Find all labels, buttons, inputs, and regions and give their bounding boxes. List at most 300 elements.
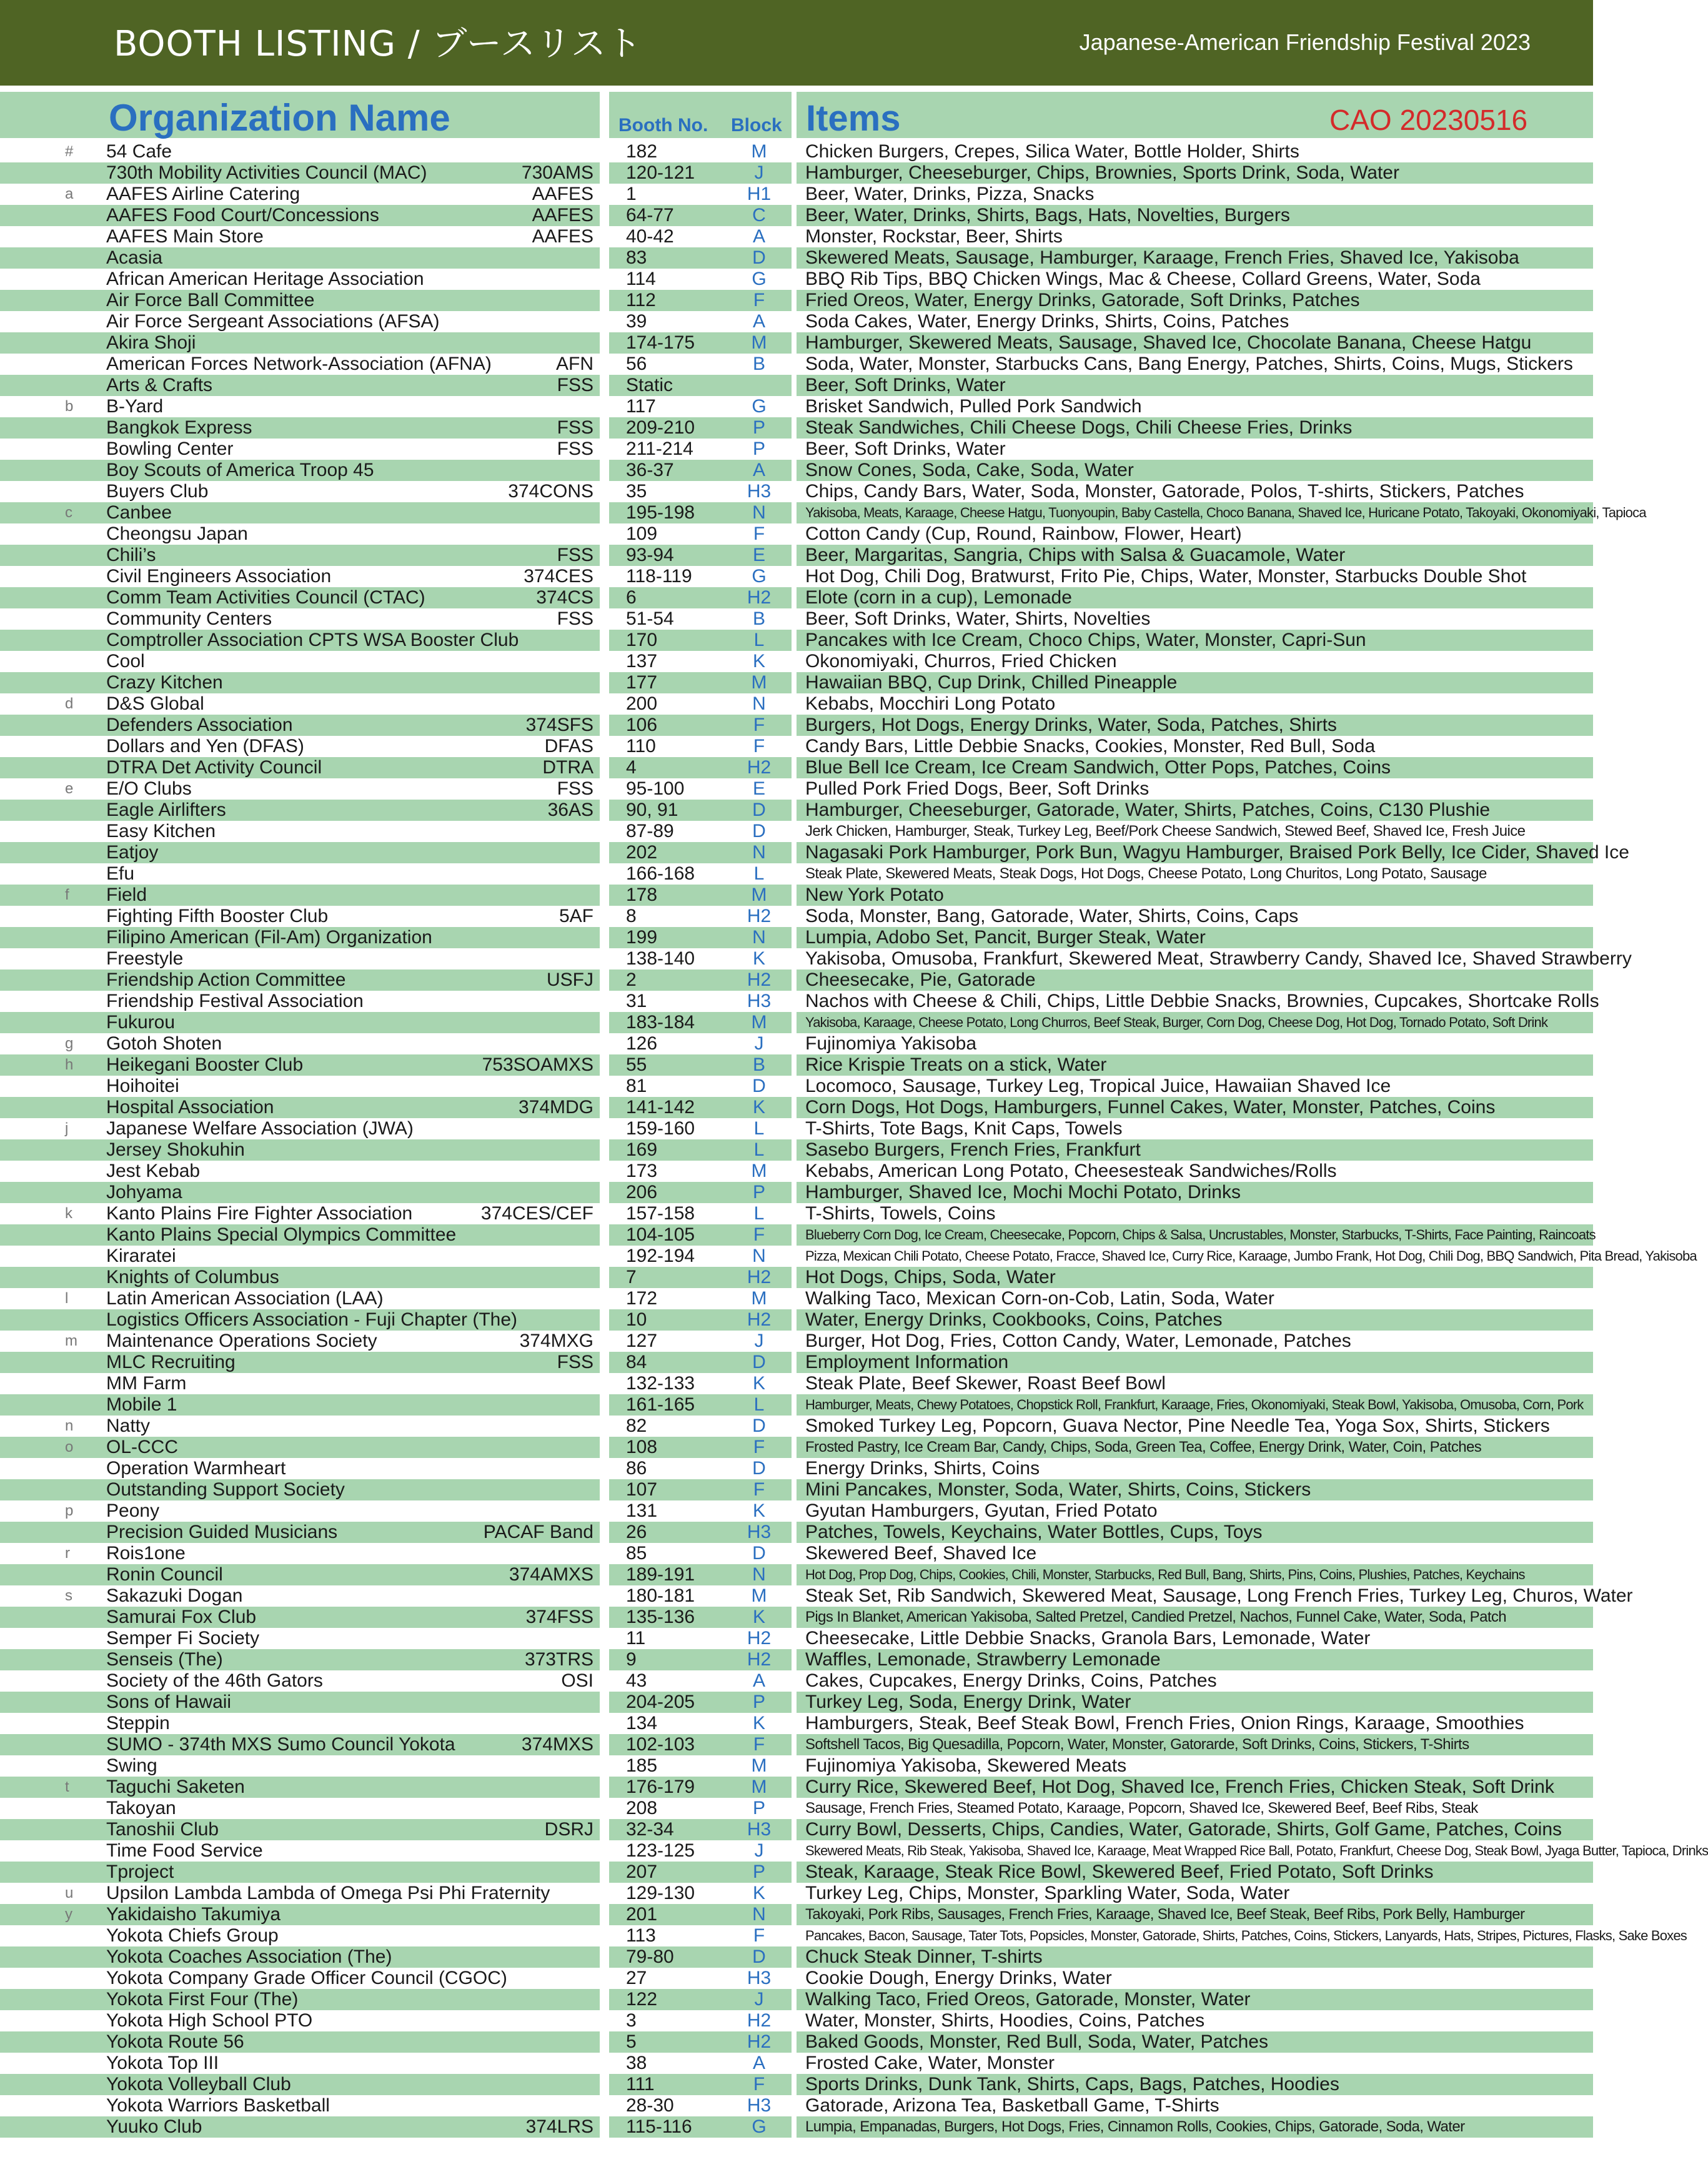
block-code: H3 bbox=[747, 1819, 772, 1840]
organization-name: Swing bbox=[106, 1755, 157, 1776]
block-code: F bbox=[753, 1734, 765, 1755]
booth-number: 38 bbox=[626, 2053, 647, 2073]
booth-number: 106 bbox=[626, 715, 658, 735]
row-band bbox=[0, 2031, 600, 2053]
items-list: Rice Krispie Treats on a stick, Water bbox=[805, 1054, 1107, 1075]
organization-name: Japanese Welfare Association (JWA) bbox=[106, 1118, 414, 1139]
table-row bbox=[0, 502, 1646, 523]
items-list: Cheesecake, Pie, Gatorade bbox=[805, 969, 1036, 990]
block-code: N bbox=[752, 1564, 766, 1585]
booth-number: 141-142 bbox=[626, 1097, 695, 1118]
table-row bbox=[0, 311, 1593, 332]
organization-name: Field bbox=[106, 885, 147, 905]
block-code: D bbox=[752, 1352, 766, 1372]
unit-abbreviation: OSI bbox=[561, 1670, 593, 1691]
booth-number: 135-136 bbox=[626, 1607, 695, 1627]
organization-name: Yokota Warriors Basketball bbox=[106, 2095, 330, 2116]
unit-abbreviation: 374CES bbox=[524, 566, 593, 587]
booth-number: 166-168 bbox=[626, 863, 695, 884]
block-code: H2 bbox=[747, 587, 772, 608]
block-code: D bbox=[752, 800, 766, 820]
items-list: Sports Drinks, Dunk Tank, Shirts, Caps, Bags, Patches, Hoodies bbox=[805, 2074, 1339, 2095]
block-code: J bbox=[754, 1033, 764, 1054]
block-code: L bbox=[753, 1203, 765, 1224]
organization-name: Jest Kebab bbox=[106, 1161, 201, 1181]
table-row bbox=[0, 417, 1593, 439]
table-row bbox=[0, 1203, 1593, 1224]
row-band bbox=[0, 1989, 600, 2010]
booth-number: 192-194 bbox=[626, 1246, 695, 1266]
items-list: Yakisoba, Omusoba, Frankfurt, Skewered Meat, Strawberry Candy, Shaved Ice, Shaved Strawberry bbox=[805, 948, 1632, 969]
table-row bbox=[0, 1734, 1593, 1755]
table-row bbox=[0, 1607, 1593, 1628]
row-band bbox=[0, 863, 600, 885]
block-code: N bbox=[752, 927, 766, 948]
booth-number: 90, 91 bbox=[626, 800, 678, 820]
table-row bbox=[0, 1033, 1593, 1054]
table-row bbox=[0, 1182, 1593, 1203]
table-row bbox=[0, 1118, 1593, 1139]
booth-number: 11 bbox=[626, 1628, 646, 1649]
unit-abbreviation: DFAS bbox=[544, 736, 593, 756]
booth-number: 93-94 bbox=[626, 545, 674, 565]
organization-name: Society of the 46th Gators bbox=[106, 1670, 323, 1691]
items-list: Kebabs, American Long Potato, Cheesesteak Sandwiches/Rolls bbox=[805, 1161, 1337, 1181]
index-letter: b bbox=[65, 398, 74, 415]
table-row bbox=[0, 778, 1593, 800]
organization-name: Civil Engineers Association bbox=[106, 566, 332, 587]
unit-abbreviation: FSS bbox=[557, 608, 593, 629]
row-band bbox=[0, 1394, 600, 1416]
organization-name: 54 Cafe bbox=[106, 141, 172, 162]
index-letter: g bbox=[65, 1035, 74, 1052]
block-code: H1 bbox=[747, 184, 772, 204]
booth-number: 35 bbox=[626, 481, 647, 502]
items-list: Soda, Monster, Bang, Gatorade, Water, Shirts, Coins, Caps bbox=[805, 906, 1299, 926]
booth-number: 123-125 bbox=[626, 1840, 695, 1861]
items-list: Nachos with Cheese & Chili, Chips, Little Debbie Snacks, Brownies, Cupcakes, Shortcake Rolls bbox=[805, 991, 1599, 1011]
row-band bbox=[0, 1437, 600, 1458]
row-band bbox=[0, 1139, 600, 1161]
booth-number: 43 bbox=[626, 1670, 647, 1691]
block-code: L bbox=[753, 630, 765, 650]
items-list: Sasebo Burgers, French Fries, Frankfurt bbox=[805, 1139, 1141, 1160]
table-row bbox=[0, 354, 1593, 375]
items-list: Employment Information bbox=[805, 1352, 1009, 1372]
block-code: G bbox=[752, 269, 767, 289]
items-list: Skewered Meats, Sausage, Hamburger, Karaage, French Fries, Shaved Ice, Yakisoba bbox=[805, 247, 1519, 268]
booth-number: 180-181 bbox=[626, 1585, 695, 1606]
booth-number: 170 bbox=[626, 630, 658, 650]
items-list: Fujinomiya Yakisoba bbox=[805, 1033, 977, 1054]
block-code: M bbox=[751, 1755, 767, 1776]
block-code: N bbox=[752, 502, 766, 523]
organization-name: Upsilon Lambda Lambda of Omega Psi Phi Fraternity bbox=[106, 1883, 550, 1903]
organization-name: Cool bbox=[106, 651, 145, 672]
block-code: K bbox=[752, 651, 765, 672]
index-letter: j bbox=[65, 1120, 69, 1137]
row-band bbox=[0, 1543, 600, 1564]
unit-abbreviation: 374SFS bbox=[525, 715, 593, 735]
row-band bbox=[0, 1925, 600, 1946]
items-list: Baked Goods, Monster, Red Bull, Soda, Water, Patches bbox=[805, 2031, 1268, 2052]
row-band bbox=[0, 1033, 600, 1054]
items-list: BBQ Rib Tips, BBQ Chicken Wings, Mac & Cheese, Collard Greens, Water, Soda bbox=[805, 269, 1481, 289]
index-letter: y bbox=[65, 1906, 72, 1923]
block-code: D bbox=[752, 1543, 766, 1564]
booth-number: 32-34 bbox=[626, 1819, 674, 1840]
booth-number: 28-30 bbox=[626, 2095, 674, 2116]
block-code: L bbox=[753, 863, 765, 884]
items-list: Blue Bell Ice Cream, Ice Cream Sandwich, Otter Pops, Patches, Coins bbox=[805, 757, 1391, 778]
organization-name: Steppin bbox=[106, 1713, 170, 1733]
table-row bbox=[0, 1649, 1593, 1670]
block-code: K bbox=[752, 948, 765, 969]
organization-name: E/O Clubs bbox=[106, 778, 192, 799]
row-band bbox=[0, 2053, 600, 2074]
booth-number: 176-179 bbox=[626, 1777, 695, 1797]
table-row bbox=[0, 2095, 1593, 2116]
booth-number: 178 bbox=[626, 885, 658, 905]
table-row bbox=[0, 1458, 1593, 1479]
block-code: K bbox=[752, 1607, 765, 1627]
block-code: N bbox=[752, 1904, 766, 1925]
row-band bbox=[0, 1267, 600, 1288]
organization-name: Yokota Top III bbox=[106, 2053, 219, 2073]
booth-number: 195-198 bbox=[626, 502, 695, 523]
organization-name: Arts & Crafts bbox=[106, 375, 213, 395]
table-row bbox=[0, 863, 1593, 885]
unit-abbreviation: 730AMS bbox=[521, 162, 593, 183]
items-list: Beer, Margaritas, Sangria, Chips with Salsa & Guacamole, Water bbox=[805, 545, 1346, 565]
table-row bbox=[0, 1288, 1593, 1309]
booth-number: 3 bbox=[626, 2010, 637, 2031]
items-list: Cheesecake, Little Debbie Snacks, Granola Bars, Lemonade, Water bbox=[805, 1628, 1371, 1649]
organization-name: Eagle Airlifters bbox=[106, 800, 226, 820]
block-code: D bbox=[752, 247, 766, 268]
organization-name: MLC Recruiting bbox=[106, 1352, 236, 1372]
table-row bbox=[0, 1246, 1697, 1267]
items-list: Okonomiyaki, Churros, Fried Chicken bbox=[805, 651, 1117, 672]
table-row bbox=[0, 1054, 1593, 1076]
index-letter: o bbox=[65, 1439, 74, 1455]
table-row bbox=[0, 269, 1593, 290]
items-list: Chuck Steak Dinner, T-shirts bbox=[805, 1946, 1043, 1967]
block-code: J bbox=[754, 162, 764, 183]
block-code: M bbox=[751, 1161, 767, 1181]
organization-name: Outstanding Support Society bbox=[106, 1479, 345, 1500]
booth-number: 108 bbox=[626, 1437, 658, 1457]
booth-number: 5 bbox=[626, 2031, 637, 2052]
booth-number: 211-214 bbox=[626, 439, 693, 459]
table-row bbox=[0, 969, 1593, 991]
booth-number: 2 bbox=[626, 969, 637, 990]
table-row bbox=[0, 1946, 1593, 1968]
organization-name: Fighting Fifth Booster Club bbox=[106, 906, 329, 926]
unit-abbreviation: 5AF bbox=[559, 906, 593, 926]
row-band bbox=[0, 651, 600, 672]
organization-name: Friendship Festival Association bbox=[106, 991, 364, 1011]
organization-name: Gotoh Shoten bbox=[106, 1033, 222, 1054]
table-row bbox=[0, 205, 1593, 226]
booth-number: 185 bbox=[626, 1755, 658, 1776]
booth-number: 120-121 bbox=[626, 162, 695, 183]
items-list: Hot Dog, Prop Dog, Chips, Cookies, Chili, Monster, Starbucks, Red Bull, Bang, Shirts, Pins, Coins, Plushies, Patches, Keychains bbox=[805, 1567, 1525, 1582]
items-list: Elote (corn in a cup), Lemonade bbox=[805, 587, 1072, 608]
table-row bbox=[0, 1224, 1596, 1246]
block-code: M bbox=[751, 332, 767, 353]
items-list: Fujinomiya Yakisoba, Skewered Meats bbox=[805, 1755, 1127, 1776]
organization-name: Chili’s bbox=[106, 545, 156, 565]
organization-name: Latin American Association (LAA) bbox=[106, 1288, 384, 1309]
booth-number: 199 bbox=[626, 927, 658, 948]
table-row bbox=[0, 1437, 1593, 1458]
booth-number: 129-130 bbox=[626, 1883, 695, 1903]
items-list: Skewered Meats, Rib Steak, Yakisoba, Shaved Ice, Karaage, Meat Wrapped Rice Ball, Potato, Frankfurt, Cheese Dog, Steak Bowl, Jyaga Butter, Tapioca, Drinks bbox=[805, 1843, 1708, 1858]
booth-number: 112 bbox=[626, 290, 656, 310]
items-list: Hamburger, Cheeseburger, Gatorade, Water, Shirts, Patches, Coins, C130 Plushie bbox=[805, 800, 1491, 820]
items-list: Kebabs, Mocchiri Long Potato bbox=[805, 693, 1056, 714]
organization-name: Natty bbox=[106, 1416, 151, 1436]
table-row bbox=[0, 587, 1593, 608]
block-code: A bbox=[752, 311, 765, 332]
booth-number: 159-160 bbox=[626, 1118, 695, 1139]
items-list: Walking Taco, Fried Oreos, Gatorade, Monster, Water bbox=[805, 1989, 1251, 2010]
unit-abbreviation: FSS bbox=[557, 1352, 593, 1372]
items-list: Patches, Towels, Keychains, Water Bottles, Cups, Toys bbox=[805, 1522, 1263, 1542]
block-code: M bbox=[751, 1585, 767, 1606]
table-row bbox=[0, 226, 1593, 247]
row-band bbox=[0, 948, 600, 969]
block-code: L bbox=[753, 1139, 765, 1160]
items-list: Beer, Soft Drinks, Water bbox=[805, 375, 1006, 395]
block-code: A bbox=[752, 2053, 765, 2073]
row-band bbox=[0, 2116, 600, 2138]
organization-name: Kiraratei bbox=[106, 1246, 176, 1266]
booth-number: 169 bbox=[626, 1139, 658, 1160]
table-row bbox=[0, 1161, 1593, 1182]
table-row bbox=[0, 1352, 1593, 1373]
table-row bbox=[0, 2053, 1593, 2074]
table-row bbox=[0, 757, 1593, 778]
block-code: C bbox=[752, 205, 766, 226]
items-list: Turkey Leg, Soda, Energy Drink, Water bbox=[805, 1692, 1131, 1712]
block-code: D bbox=[752, 1458, 766, 1479]
row-band bbox=[0, 1628, 600, 1649]
organization-name: Rois1one bbox=[106, 1543, 186, 1564]
organization-name: Boy Scouts of America Troop 45 bbox=[106, 460, 374, 480]
table-row bbox=[0, 1564, 1593, 1585]
row-band bbox=[0, 439, 600, 460]
block-code: H2 bbox=[747, 1309, 772, 1330]
index-letter: t bbox=[65, 1778, 69, 1795]
index-letter: s bbox=[65, 1587, 72, 1604]
booth-number: 207 bbox=[626, 1862, 658, 1882]
block-code: N bbox=[752, 693, 766, 714]
items-list: Pigs In Blanket, American Yakisoba, Salted Pretzel, Candied Pretzel, Nachos, Funnel Cake, Water, Soda, Patch bbox=[805, 1609, 1507, 1625]
table-row bbox=[0, 1904, 1593, 1925]
items-list: Lumpia, Empanadas, Burgers, Hot Dogs, Fries, Cinnamon Rolls, Cookies, Chips, Gatorade, Soda, Water bbox=[805, 2118, 1465, 2135]
row-band bbox=[0, 1373, 600, 1394]
booth-number: 26 bbox=[626, 1522, 647, 1542]
column-header-block: Block bbox=[731, 115, 782, 136]
booth-number: 111 bbox=[626, 2074, 655, 2095]
organization-name: Mobile 1 bbox=[106, 1394, 177, 1415]
items-list: Mini Pancakes, Monster, Soda, Water, Shirts, Coins, Stickers bbox=[805, 1479, 1311, 1500]
items-list: Frosted Cake, Water, Monster bbox=[805, 2053, 1055, 2073]
items-list: Monster, Rockstar, Beer, Shirts bbox=[805, 226, 1063, 247]
organization-name: Eatjoy bbox=[106, 842, 159, 863]
organization-name: D&S Global bbox=[106, 693, 204, 714]
block-code: A bbox=[752, 226, 765, 247]
booth-number: 102-103 bbox=[626, 1734, 695, 1755]
items-list: Steak Plate, Skewered Meats, Steak Dogs, Hot Dogs, Cheese Potato, Long Churitos, Long Potato, Sausage bbox=[805, 865, 1487, 882]
unit-abbreviation: FSS bbox=[557, 439, 593, 459]
booth-number: 36-37 bbox=[626, 460, 674, 480]
block-code: J bbox=[754, 1840, 764, 1861]
block-code: H2 bbox=[747, 906, 772, 926]
table-row bbox=[0, 247, 1593, 269]
table-row bbox=[0, 1139, 1593, 1161]
unit-abbreviation: 36AS bbox=[547, 800, 593, 820]
organization-name: Operation Warmheart bbox=[106, 1458, 286, 1479]
row-band bbox=[0, 842, 600, 863]
table-row bbox=[0, 481, 1593, 502]
organization-name: Yakidaisho Takumiya bbox=[106, 1904, 281, 1925]
block-code: F bbox=[753, 736, 765, 756]
block-code: D bbox=[752, 1076, 766, 1096]
table-row bbox=[0, 2010, 1593, 2031]
column-header-items: Items bbox=[806, 98, 901, 139]
block-code: K bbox=[752, 1713, 765, 1733]
organization-name: Air Force Ball Committee bbox=[106, 290, 315, 310]
block-code: H2 bbox=[747, 1628, 772, 1649]
organization-name: Filipino American (Fil-Am) Organization bbox=[106, 927, 432, 948]
organization-name: 730th Mobility Activities Council (MAC) bbox=[106, 162, 427, 183]
items-list: Waffles, Lemonade, Strawberry Lemonade bbox=[805, 1649, 1161, 1670]
booth-number: 113 bbox=[626, 1925, 656, 1946]
table-row bbox=[0, 991, 1599, 1012]
table-row bbox=[0, 1840, 1708, 1862]
items-list: Chicken Burgers, Crepes, Silica Water, Bottle Holder, Shirts bbox=[805, 141, 1299, 162]
organization-name: Freestyle bbox=[106, 948, 184, 969]
unit-abbreviation: FSS bbox=[557, 417, 593, 438]
unit-abbreviation: USFJ bbox=[547, 969, 593, 990]
block-code: H2 bbox=[747, 2031, 772, 2052]
booth-number: 39 bbox=[626, 311, 647, 332]
unit-abbreviation: FSS bbox=[557, 778, 593, 799]
organization-name: African American Heritage Association bbox=[106, 269, 424, 289]
column-header-organization: Organization Name bbox=[109, 97, 450, 139]
table-row bbox=[0, 184, 1593, 205]
block-code: P bbox=[752, 439, 765, 459]
row-band bbox=[0, 1416, 600, 1437]
organization-name: Yokota Company Grade Officer Council (CGOC) bbox=[106, 1968, 507, 1988]
table-row bbox=[0, 608, 1593, 630]
table-row bbox=[0, 1989, 1593, 2010]
organization-name: Hospital Association bbox=[106, 1097, 274, 1118]
block-code: M bbox=[751, 1288, 767, 1309]
organization-name: Taguchi Saketen bbox=[106, 1777, 245, 1797]
items-list: Steak Set, Rib Sandwich, Skewered Meat, Sausage, Long French Fries, Turkey Leg, Churos, Water bbox=[805, 1585, 1633, 1606]
table-row bbox=[0, 821, 1593, 842]
items-list: Gatorade, Arizona Tea, Basketball Game, T-Shirts bbox=[805, 2095, 1219, 2116]
table-row bbox=[0, 332, 1593, 354]
items-list: Hamburger, Skewered Meats, Sausage, Shaved Ice, Chocolate Banana, Cheese Hatgu bbox=[805, 332, 1532, 353]
organization-name: Johyama bbox=[106, 1182, 182, 1202]
items-list: Corn Dogs, Hot Dogs, Hamburgers, Funnel Cakes, Water, Monster, Patches, Coins bbox=[805, 1097, 1496, 1118]
organization-name: Heikegani Booster Club bbox=[106, 1054, 304, 1075]
organization-name: B-Yard bbox=[106, 396, 164, 417]
organization-name: Buyers Club bbox=[106, 481, 209, 502]
items-list: Cookie Dough, Energy Drinks, Water bbox=[805, 1968, 1112, 1988]
table-row bbox=[0, 1755, 1593, 1777]
row-band bbox=[0, 226, 600, 247]
table-row bbox=[0, 1883, 1593, 1904]
table-row bbox=[0, 800, 1593, 821]
booth-number: 172 bbox=[626, 1288, 658, 1309]
row-band bbox=[0, 1161, 600, 1182]
items-list: Hamburger, Shaved Ice, Mochi Mochi Potato, Drinks bbox=[805, 1182, 1241, 1202]
booth-number: 173 bbox=[626, 1161, 658, 1181]
items-list: Water, Monster, Shirts, Hoodies, Coins, Patches bbox=[805, 2010, 1205, 2031]
row-band bbox=[0, 1904, 600, 1925]
block-code: D bbox=[752, 1416, 766, 1436]
booth-number: 208 bbox=[626, 1798, 658, 1818]
table-row bbox=[0, 842, 1629, 863]
block-code: D bbox=[752, 1946, 766, 1967]
organization-name: Sakazuki Dogan bbox=[106, 1585, 243, 1606]
table-row bbox=[0, 2074, 1593, 2095]
items-list: Soda Cakes, Water, Energy Drinks, Shirts, Coins, Patches bbox=[805, 311, 1289, 332]
organization-name: Bangkok Express bbox=[106, 417, 252, 438]
organization-name: Cheongsu Japan bbox=[106, 523, 248, 544]
table-row bbox=[0, 545, 1593, 566]
items-list: Candy Bars, Little Debbie Snacks, Cookies, Monster, Red Bull, Soda bbox=[805, 736, 1376, 756]
booth-number: 127 bbox=[626, 1331, 658, 1351]
booth-number: 83 bbox=[626, 247, 647, 268]
booth-number: 56 bbox=[626, 354, 647, 374]
row-band bbox=[0, 2074, 600, 2095]
block-code: H3 bbox=[747, 2095, 772, 2116]
booth-number: 177 bbox=[626, 672, 658, 693]
items-list: Cakes, Cupcakes, Energy Drinks, Coins, Patches bbox=[805, 1670, 1217, 1691]
index-letter: c bbox=[65, 504, 72, 521]
booth-number: 137 bbox=[626, 651, 658, 672]
table-row bbox=[0, 630, 1593, 651]
block-code: P bbox=[752, 417, 765, 438]
table-row bbox=[0, 1798, 1593, 1819]
organization-name: Defenders Association bbox=[106, 715, 293, 735]
items-list: Yakisoba, Meats, Karaage, Cheese Hatgu, Tuonyoupin, Baby Castella, Choco Banana, Shaved Ice, Huricane Potato, Takoyaki, Okonomiyaki, Tapioca bbox=[805, 505, 1646, 520]
booth-number: 209-210 bbox=[626, 417, 695, 438]
organization-name: Comptroller Association CPTS WSA Booster Club bbox=[106, 630, 519, 650]
booth-number: 64-77 bbox=[626, 205, 674, 226]
table-row bbox=[0, 1267, 1593, 1288]
items-list: New York Potato bbox=[805, 885, 944, 905]
table-row bbox=[0, 885, 1593, 906]
block-code: H2 bbox=[747, 1649, 772, 1670]
page-title: BOOTH LISTING / ブースリスト bbox=[114, 24, 642, 64]
block-code: M bbox=[751, 672, 767, 693]
row-band bbox=[0, 375, 600, 396]
booth-number: 122 bbox=[626, 1989, 658, 2010]
organization-name: American Forces Network-Association (AFNA) bbox=[106, 354, 492, 374]
unit-abbreviation: AAFES bbox=[532, 205, 593, 226]
row-band bbox=[0, 1352, 600, 1373]
items-list: Beer, Soft Drinks, Water bbox=[805, 439, 1006, 459]
items-list: Jerk Chicken, Hamburger, Steak, Turkey Leg, Beef/Pork Cheese Sandwich, Stewed Beef, Shaved Ice, Fresh Juice bbox=[805, 823, 1526, 840]
